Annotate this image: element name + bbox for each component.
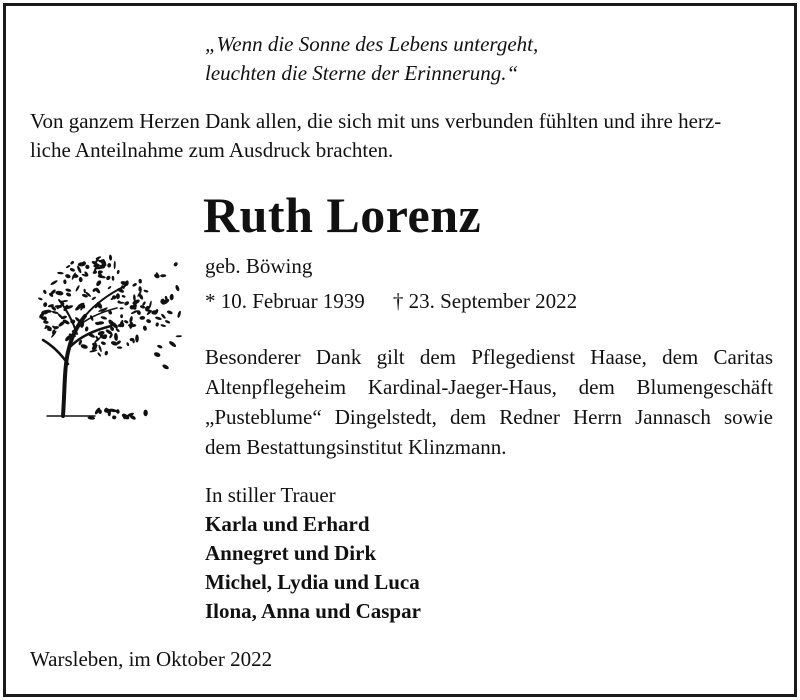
special-thanks-line: Besonderer Dank gilt dem Pflegedienst Haase, dem Caritas (205, 345, 773, 369)
deceased-name: Ruth Lorenz (203, 187, 482, 243)
special-thanks-line: dem Bestattungsinstitut Klinzmann. (205, 435, 507, 459)
thanks-paragraph (30, 107, 770, 165)
windblown-tree-icon (25, 238, 185, 423)
quote-line-2: leuchten die Sterne der Erinnerung.“ (205, 61, 519, 85)
mourner-family: Michel, Lydia und Luca (205, 570, 420, 594)
epigraph-quote (205, 30, 538, 88)
special-thanks-line: Altenpflegeheim Kardinal-Jaeger-Haus, dem Blumengeschäft (205, 375, 773, 399)
mourners-block (205, 481, 421, 626)
special-thanks-paragraph (205, 342, 773, 462)
quote-line-1: „Wenn die Sonne des Lebens untergeht, (205, 32, 539, 56)
life-dates (205, 287, 577, 315)
mourner-family: Karla und Erhard (205, 512, 370, 536)
birth-date: * 10. Februar 1939 (205, 289, 365, 313)
mourners-intro: In stiller Trauer (205, 483, 336, 507)
thanks-line-1: Von ganzem Herzen Dank allen, die sich mit uns verbunden fühlten und ihre herz- (30, 109, 722, 133)
death-date: † 23. September 2022 (392, 289, 578, 313)
place-and-date: Warsleben, im Oktober 2022 (30, 647, 273, 671)
thanks-line-2: liche Anteilnahme zum Ausdruck brachten. (30, 138, 394, 162)
maiden-name: geb. Böwing (205, 254, 313, 278)
mourner-family: Ilona, Anna und Caspar (205, 599, 421, 623)
special-thanks-line: „Pusteblume“ Dingelstedt, dem Redner Herrn Jannasch sowie (205, 405, 773, 429)
mourner-family: Annegret und Dirk (205, 541, 377, 565)
